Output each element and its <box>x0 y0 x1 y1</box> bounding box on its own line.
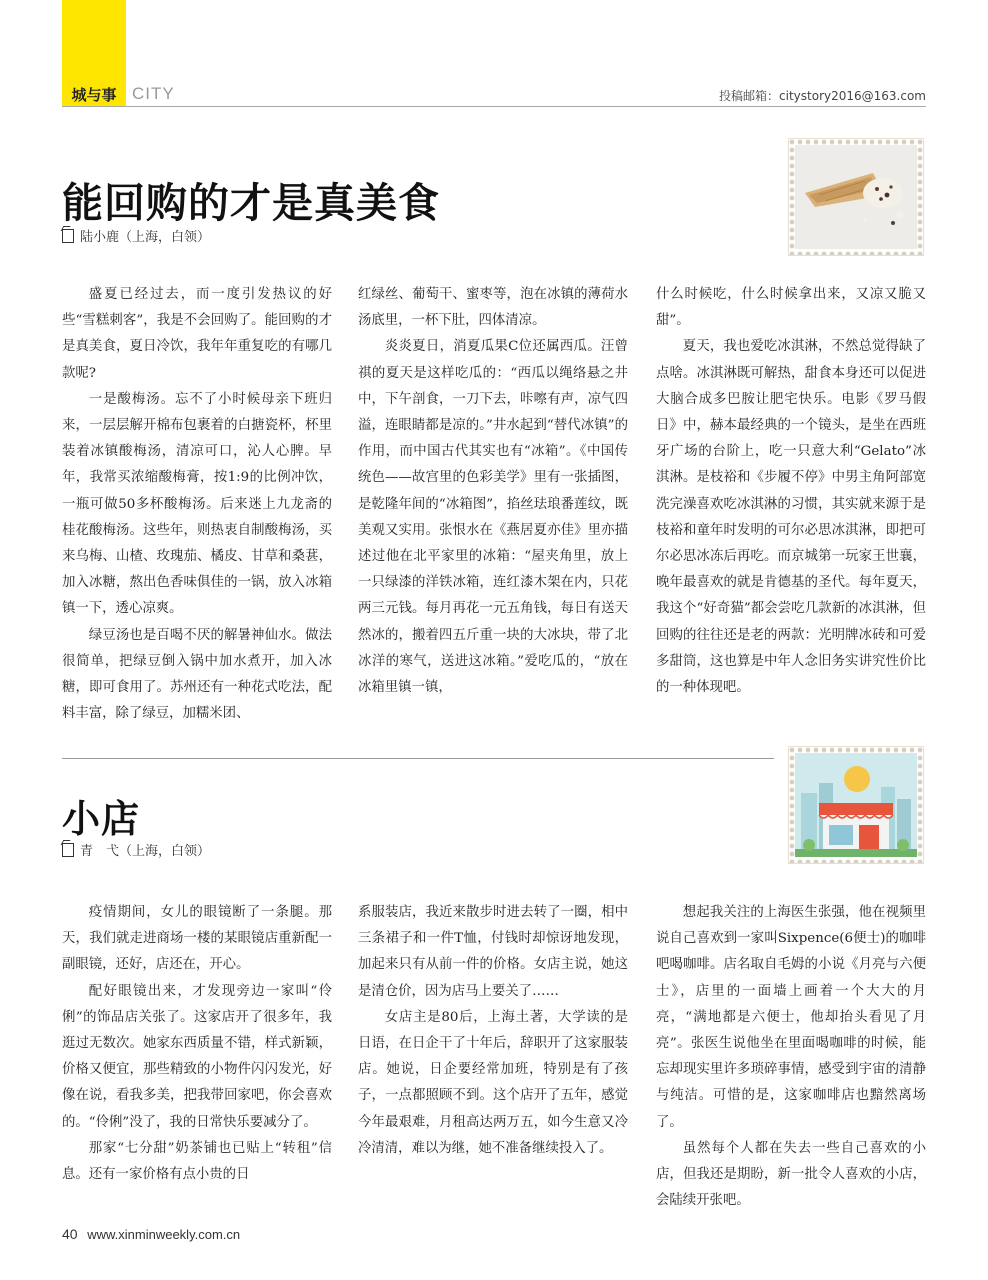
ice-cream-stamp-illustration <box>795 145 917 249</box>
pen-icon <box>62 229 74 243</box>
paragraph: 什么时候吃，什么时候拿出来，又凉又脆又甜”。 <box>656 287 926 329</box>
paragraph: 系服装店，我近来散步时进去转了一圈，相中三条裙子和一件T恤，付钱时却惊讶地发现，加起来只有从前一件的价格。女店主说，她这是清仓价，因为店马上要关了…… <box>358 905 628 999</box>
footer <box>62 1226 240 1242</box>
article2-column-2 <box>358 900 628 1162</box>
section-label-cn: 城与事 <box>62 82 126 106</box>
article2-author: 青 弋（上海，白领） <box>80 844 211 859</box>
article1-title: 能回购的才是真美食 <box>62 179 440 227</box>
article2-title: 小店 <box>62 797 141 841</box>
paragraph: 夏天，我也爱吃冰淇淋，不然总觉得缺了点啥。冰淇淋既可解热，甜食本身还可以促进大脑合成多巴胺让肥宅快乐。电影《罗马假日》中，赫本最经典的一个镜头，是坐在西班牙广场的台阶上，吃一只意大利“Gelato”冰淇淋。是枝裕和《步履不停》中男主角阿部宽洗完澡喜欢吃冰淇淋的习惯，其实就来源于是枝裕和童年时发明的可尔必思冰淇淋，即把可尔必思冰冻后再吃。而京城第一玩家王世襄，晚年最喜欢的就是肯德基的圣代。每年夏天，我这个“好奇猫”都会尝吃几款新的冰淇淋，但回购的往往还是老的两款：光明牌冰砖和可爱多甜筒，这也算是中年人念旧务实讲究性价比的一种体现吧。 <box>656 339 926 696</box>
article1-column-2 <box>358 282 628 701</box>
paragraph: 一是酸梅汤。忘不了小时候母亲下班归来，一层层解开棉布包裹着的白搪瓷杯，杯里装着冰镇酸梅汤，清凉可口，沁人心脾。早年，我常买浓缩酸梅膏，按1:9的比例冲饮，一瓶可做50多杯酸梅汤。后来迷上九龙斋的桂花酸梅汤。这些年，则热衷自制酸梅汤，买来乌梅、山楂、玫瑰茄、橘皮、甘草和桑葚，加入冰糖，熬出色香味俱佳的一锅，放入冰箱镇一下，透心凉爽。 <box>62 391 332 617</box>
ice-cream-stamp <box>788 138 924 256</box>
article2-column-3 <box>656 900 926 1214</box>
paragraph: 想起我关注的上海医生张强，他在视频里说自己喜欢到一家叫Sixpence(6便士)的咖啡吧喝咖啡。店名取自毛姆的小说《月亮与六便士》，店里的一面墙上画着一个大大的月亮，“满地都是六便士，他却抬头看见了月亮”。张医生说他坐在里面喝咖啡的时候，能忘却现实里许多琐碎事情，感受到宇宙的清静与纯洁。可惜的是，这家咖啡店也黯然离场了。 <box>656 905 926 1130</box>
header-rule <box>62 106 926 107</box>
article1-byline <box>62 226 210 245</box>
article-divider <box>62 758 774 759</box>
paragraph: 盛夏已经过去，而一度引发热议的好些“雪糕刺客”，我是不会回购了。能回购的才是真美食，夏日冷饮，我年年重复吃的有哪几款呢? <box>62 287 332 381</box>
paragraph: 疫情期间，女儿的眼镜断了一条腿。那天，我们就走进商场一楼的某眼镜店重新配一副眼镜，还好，店还在，开心。 <box>62 905 332 973</box>
submission-email: 投稿邮箱：citystory2016@163.com <box>719 89 926 103</box>
article1-author: 陆小鹿（上海，白领） <box>80 230 211 245</box>
paragraph: 炎炎夏日，消夏瓜果C位还属西瓜。汪曾祺的夏天是这样吃瓜的：“西瓜以绳络悬之井中，下午剖食，一刀下去，咔嚓有声，凉气四溢，连眼睛都是凉的。”井水起到“替代冰镇”的作用，而中国古代其实也有“冰箱”。《中国传统色——故宫里的色彩美学》里有一张插图，是乾隆年间的“冰箱图”，掐丝珐琅番莲纹，既美观又实用。张恨水在《燕居夏亦佳》里亦描述过他在北平家里的冰箱：“屋夹角里，放上一只绿漆的洋铁冰箱，连红漆木架在内，只花两三元钱。每月再花一元五角钱，每日有送天然冰的，搬着四五斤重一块的大冰块，带了北冰洋的寒气，送进这冰箱。”爱吃瓜的，“放在冰箱里镇一镇， <box>358 339 628 696</box>
article2-column-1 <box>62 900 332 1188</box>
paragraph: 女店主是80后，上海土著，大学读的是日语，在日企干了十年后，辞职开了这家服装店。她说，日企要经常加班，特别是有了孩子，一点都照顾不到。这个店开了五年，感觉今年最艰难，月租高达两万五，如今生意又冷冷清清，难以为继，她不准备继续投入了。 <box>358 1009 628 1156</box>
page-number: 40 <box>62 1226 78 1242</box>
paragraph: 那家“七分甜”奶茶铺也已贴上“转租”信息。还有一家价格有点小贵的日 <box>62 1140 332 1183</box>
paragraph: 红绿丝、葡萄干、蜜枣等，泡在冰镇的薄荷水汤底里，一杯下肚，四体清凉。 <box>358 287 628 329</box>
section-label-en: CITY <box>132 84 175 103</box>
paragraph: 虽然每个人都在失去一些自己喜欢的小店，但我还是期盼，新一批令人喜欢的小店，会陆续开张吧。 <box>656 1140 926 1209</box>
section-label <box>62 82 175 106</box>
pen-icon <box>62 843 74 857</box>
paragraph: 绿豆汤也是百喝不厌的解暑神仙水。做法很简单，把绿豆倒入锅中加水煮开，加入冰糖，即可食用了。苏州还有一种花式吃法，配料丰富，除了绿豆，加糯米团、 <box>62 627 332 722</box>
shop-stamp <box>788 746 924 864</box>
footer-url: www.xinminweekly.com.cn <box>87 1227 241 1242</box>
paragraph: 配好眼镜出来，才发现旁边一家叫“伶俐”的饰品店关张了。这家店开了很多年，我逛过无数次。她家东西质量不错，样式新颖，价格又便宜，那些精致的小物件闪闪发光，好像在说，看我多美，把我带回家吧，你会喜欢的。“伶俐”没了，我的日常快乐要减分了。 <box>62 983 332 1130</box>
article2-byline <box>62 840 210 859</box>
article1-column-1 <box>62 282 332 727</box>
article1-column-3 <box>656 282 926 701</box>
shop-stamp-illustration <box>795 753 917 857</box>
